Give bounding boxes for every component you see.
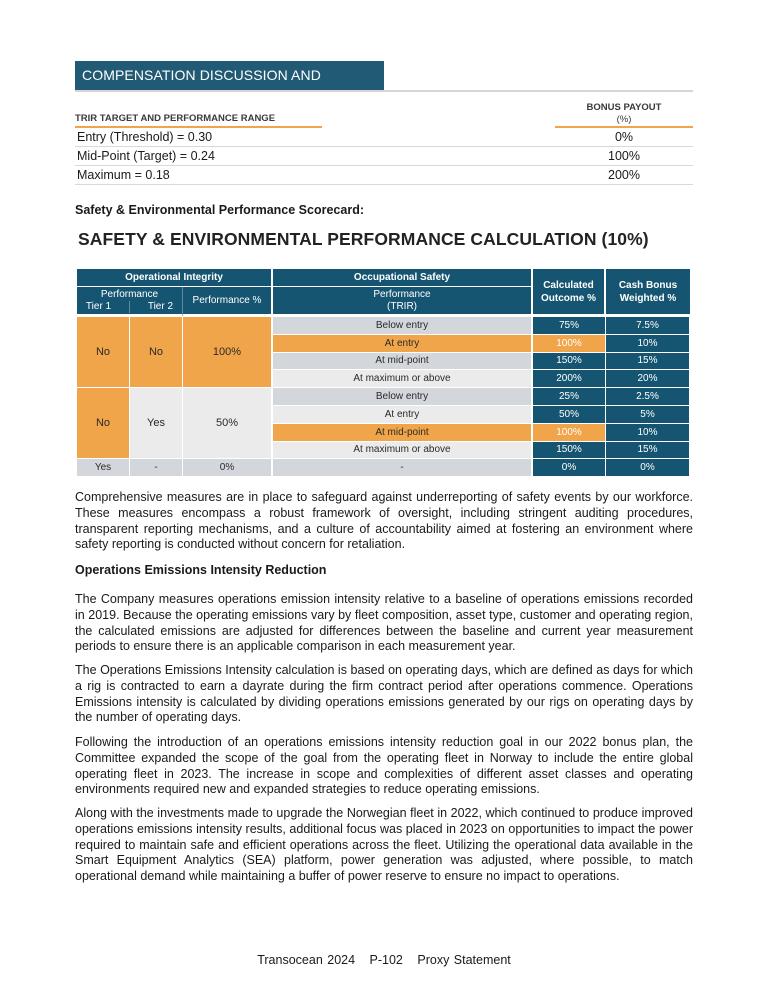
operating-days-paragraph: The Operations Emissions Intensity calculation is based on operating days, which are defined as days for which a rig is contracted to earn a dayrate during the firm contract period after operations commence. Operations Emissions intensity is calculated by dividing operations emissions generated by our rigs on operating days by the number of operating days. bbox=[75, 663, 693, 725]
calculated-outcome-header: Calculated Outcome % bbox=[533, 269, 606, 317]
trir-target-table bbox=[75, 98, 693, 185]
table-row bbox=[75, 147, 693, 166]
trir-performance-cell: At mid-point bbox=[273, 424, 533, 442]
tier2-cell: No bbox=[130, 317, 183, 388]
performance-tier-header bbox=[77, 287, 183, 317]
bonus-payout-cell: 0% bbox=[614, 130, 634, 144]
page-footer bbox=[0, 953, 768, 967]
safety-performance-calculation-table bbox=[77, 269, 690, 477]
trir-performance-cell: At entry bbox=[273, 335, 533, 353]
calculated-outcome-cell: 150% bbox=[533, 353, 606, 371]
cash-bonus-weighted-header: Cash Bonus Weighted % bbox=[606, 269, 690, 317]
operational-integrity-header: Operational Integrity bbox=[77, 269, 273, 287]
calculated-outcome-cell: 100% bbox=[533, 335, 606, 353]
calculated-outcome-cell: 75% bbox=[533, 317, 606, 335]
trir-range-cell: Entry (Threshold) = 0.30 bbox=[77, 130, 213, 144]
performance-pct-cell: 50% bbox=[183, 388, 273, 459]
tier1-cell: No bbox=[77, 317, 130, 388]
tier1-cell: No bbox=[77, 388, 130, 459]
performance-header-label: Performance bbox=[100, 288, 159, 300]
footer-page-number: P-102 bbox=[369, 953, 403, 967]
tier2-cell: - bbox=[130, 459, 183, 477]
tier-subheaders bbox=[77, 301, 182, 313]
tier1-header: Tier 1 bbox=[85, 300, 112, 312]
cash-bonus-weighted-cell: 7.5% bbox=[606, 317, 690, 335]
trir-performance-header bbox=[273, 287, 533, 317]
cash-bonus-weighted-cell: 20% bbox=[606, 370, 690, 388]
calculated-outcome-cell: 100% bbox=[533, 424, 606, 442]
cash-bonus-weighted-cell: 15% bbox=[606, 442, 690, 460]
tier1-cell: Yes bbox=[77, 459, 130, 477]
performance-pct-cell: 100% bbox=[183, 317, 273, 388]
emissions-section-heading: Operations Emissions Intensity Reduction bbox=[75, 563, 327, 577]
trir-performance-header-line2: (TRIR) bbox=[387, 300, 417, 312]
footer-company: Transocean 2024 bbox=[257, 953, 356, 967]
bonus-payout-column-header bbox=[555, 102, 693, 128]
goal-expansion-paragraph: Following the introduction of an operations emissions intensity reduction goal in our 2022 bonus plan, the Committee expanded the scope of the goal from the operating fleet in Norway to include the entire global operating fleet in 2023. The increase in scope and complexities of different asset classes and operating environments required new and expanded strategies to reduce operating emissions. bbox=[75, 735, 693, 797]
trir-table-header bbox=[75, 98, 693, 128]
occupational-safety-header: Occupational Safety bbox=[273, 269, 533, 287]
bonus-payout-cell: 200% bbox=[608, 168, 640, 182]
trir-performance-cell: At maximum or above bbox=[273, 442, 533, 460]
calculated-outcome-cell: 25% bbox=[533, 388, 606, 406]
trir-performance-cell: At entry bbox=[273, 406, 533, 424]
tier2-header: Tier 2 bbox=[147, 300, 174, 312]
table-row bbox=[77, 388, 690, 406]
scorecard-label: Safety & Environmental Performance Scorecard: bbox=[75, 203, 364, 217]
header-divider bbox=[75, 90, 693, 92]
trir-performance-header-line1: Performance bbox=[373, 288, 431, 300]
calculated-outcome-cell: 200% bbox=[533, 370, 606, 388]
tier-divider bbox=[129, 301, 130, 313]
trir-performance-cell: - bbox=[273, 459, 533, 477]
emissions-baseline-paragraph: The Company measures operations emission intensity relative to a baseline of operations emissions recorded in 2019. Because the operating emissions vary by fleet composition, asset type, customer and operating region, the calculated emissions are adjusted for differences between the baseline and current year measurement periods to ensure there is an applicable comparison in each measurement year. bbox=[75, 592, 693, 654]
cash-bonus-weighted-cell: 2.5% bbox=[606, 388, 690, 406]
norwegian-fleet-paragraph: Along with the investments made to upgrade the Norwegian fleet in 2022, which continued to produce improved operations emissions intensity results, additional focus was placed in 2023 on opportunities to impact the power required to maintain safe and efficient operations across the fleet. Utilizing the operational data available in the Smart Equipment Analytics (SEA) platform, power generation was adjusted, where possible, to match operational demand while maintaining a buffer of power reserve to ensure no impact to operations. bbox=[75, 806, 693, 884]
trir-range-cell: Maximum = 0.18 bbox=[77, 168, 170, 182]
calculated-outcome-cell: 150% bbox=[533, 442, 606, 460]
underreporting-paragraph: Comprehensive measures are in place to safeguard against underreporting of safety events by our workforce. These measures encompass a robust framework of oversight, including stringent auditing procedures, transparent reporting mechanisms, and a culture of accountability aimed at fostering an environment where safety reporting is conducted without concern for retaliation. bbox=[75, 490, 693, 552]
cash-bonus-weighted-cell: 0% bbox=[606, 459, 690, 477]
trir-performance-cell: Below entry bbox=[273, 388, 533, 406]
table-row bbox=[75, 166, 693, 185]
calculation-title: SAFETY & ENVIRONMENTAL PERFORMANCE CALCULATION (10%) bbox=[78, 229, 649, 249]
cash-bonus-weighted-cell: 5% bbox=[606, 406, 690, 424]
table-row bbox=[77, 459, 690, 477]
trir-performance-cell: At mid-point bbox=[273, 353, 533, 371]
trir-range-column-header: TRIR TARGET AND PERFORMANCE RANGE bbox=[75, 113, 322, 128]
calculated-outcome-cell: 0% bbox=[533, 459, 606, 477]
section-header-band: COMPENSATION DISCUSSION AND ANALYSIS bbox=[75, 61, 384, 90]
trir-performance-cell: At maximum or above bbox=[273, 370, 533, 388]
bonus-payout-cell: 100% bbox=[608, 149, 640, 163]
bonus-payout-header-line1: BONUS PAYOUT bbox=[586, 102, 662, 113]
tier2-cell: Yes bbox=[130, 388, 183, 459]
bonus-payout-header-line2: (%) bbox=[616, 114, 632, 125]
table-row bbox=[75, 128, 693, 147]
trir-performance-cell: Below entry bbox=[273, 317, 533, 335]
table-row bbox=[77, 317, 690, 335]
performance-pct-header: Performance % bbox=[183, 287, 273, 317]
calculated-outcome-cell: 50% bbox=[533, 406, 606, 424]
performance-pct-cell: 0% bbox=[183, 459, 273, 477]
cash-bonus-weighted-cell: 10% bbox=[606, 424, 690, 442]
trir-range-cell: Mid-Point (Target) = 0.24 bbox=[77, 149, 215, 163]
cash-bonus-weighted-cell: 10% bbox=[606, 335, 690, 353]
footer-document-name: Proxy Statement bbox=[417, 953, 511, 967]
cash-bonus-weighted-cell: 15% bbox=[606, 353, 690, 371]
